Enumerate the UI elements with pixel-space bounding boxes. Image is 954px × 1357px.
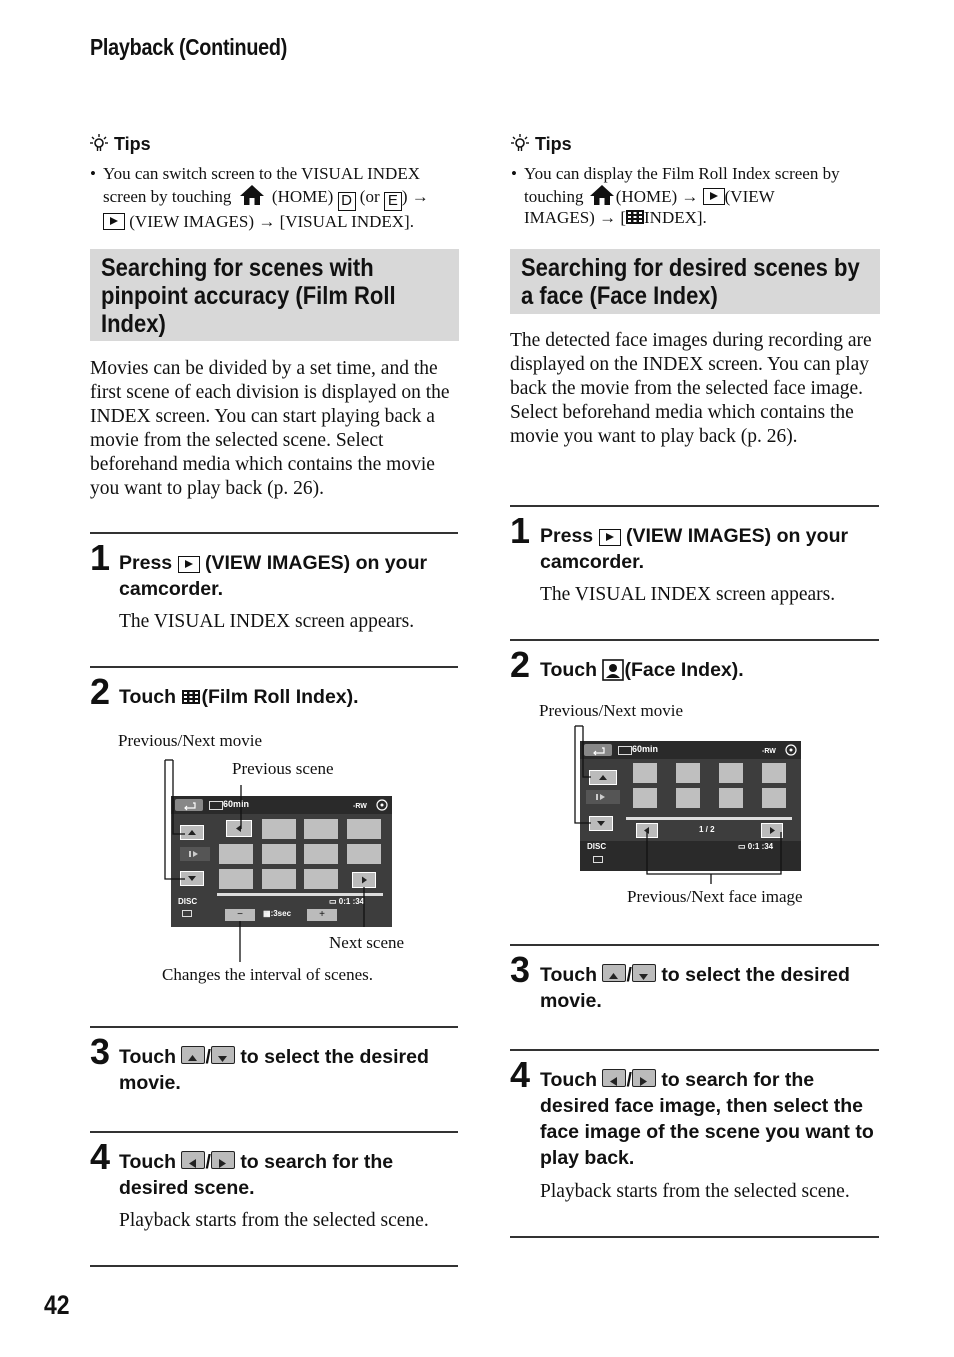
step-description: The VISUAL INDEX screen appears. xyxy=(119,611,415,632)
tips-label: Tips xyxy=(535,134,572,154)
step-text: to search for the desired scene. xyxy=(119,1151,394,1199)
step-text: Press xyxy=(540,525,594,547)
arrow-icon: → xyxy=(681,187,699,206)
divider xyxy=(510,1236,879,1238)
step-4-instruction: Touch / to search for the desired face image, then select the face image of the scene you want to play back. xyxy=(540,1069,874,1169)
step-1-instruction xyxy=(119,550,464,602)
interval-plus-button[interactable]: + xyxy=(307,909,337,921)
film-roll-icon: ▦ xyxy=(263,909,271,918)
step-number: 1 xyxy=(510,510,531,551)
tip-text: INDEX]. xyxy=(644,208,707,227)
step-2-instruction xyxy=(540,657,744,683)
intro-film-roll: Movies can be divided by a set time, and the first scene of each division is displayed on the INDEX screen. You can start playing back a movie from the selected scene. Select beforehand media which contains the movie you want to play back (p. 26). xyxy=(90,358,450,499)
tip-text: (HOME) xyxy=(271,187,334,206)
callout-next-scene: Next scene xyxy=(329,933,405,952)
tip-line: You can switch screen to the VISUAL INDEX xyxy=(103,164,420,183)
arrow-icon: → xyxy=(258,212,276,231)
divider xyxy=(90,666,458,668)
step-number: 3 xyxy=(90,1031,111,1072)
remaining-time: 60min xyxy=(223,799,250,809)
right-button-icon xyxy=(632,1069,656,1087)
callout-prev-next-movie: Previous/Next movie xyxy=(118,731,263,750)
step-1-instruction xyxy=(540,523,885,575)
time-value: 0:1 :34 xyxy=(338,897,365,906)
bullet: • xyxy=(90,164,96,183)
step-description: Playback starts from the selected scene. xyxy=(119,1210,429,1231)
arrow-icon: → xyxy=(411,187,429,206)
view-images-icon xyxy=(599,529,621,546)
tip-line: You can display the Film Roll Index screen by xyxy=(524,164,840,183)
step-3-instruction: Touch / to select the desired movie. xyxy=(540,964,850,1012)
tip-text: [VISUAL INDEX]. xyxy=(279,212,414,231)
tip-line xyxy=(524,184,884,207)
step-number: 1 xyxy=(90,537,111,578)
callout-interval: Changes the interval of scenes. xyxy=(162,965,374,984)
tip-line xyxy=(103,184,463,211)
interval-minus-button[interactable]: − xyxy=(225,909,255,921)
page-number: 42 xyxy=(44,1290,70,1320)
arrow-icon: → xyxy=(599,208,617,227)
intro-face-index: The detected face images during recording are displayed on the INDEX screen. You can play back the movie from the selected face image. Select beforehand media which contains the movie you want to play back (p. 26). xyxy=(510,330,872,447)
step-text: (Face Index). xyxy=(624,659,744,681)
page-indicator: 1 / 2 xyxy=(699,825,715,834)
left-figure-callout-lines xyxy=(160,755,420,970)
left-button-icon xyxy=(181,1151,205,1169)
step-number: 3 xyxy=(510,949,531,990)
home-icon xyxy=(239,184,265,206)
step-number: 4 xyxy=(90,1136,111,1177)
callout-prev-next-face: Previous/Next face image xyxy=(627,887,803,906)
tip-text: ) xyxy=(401,187,408,206)
step-text: (VIEW IMAGES) on your camcorder. xyxy=(540,525,849,573)
letter-d-icon: D xyxy=(338,192,356,211)
bullet: • xyxy=(511,164,517,183)
section-title-text: Searching for scenes with pinpoint accuracy (Film Roll Index) xyxy=(101,254,396,338)
section-title-text: Searching for desired scenes by a face (Face Index) xyxy=(521,254,860,310)
right-button-icon xyxy=(211,1151,235,1169)
step-text: to search for the desired face image, then select the face image of the scene you want to play back. xyxy=(540,1069,874,1169)
tips-heading-right xyxy=(511,133,572,155)
divider xyxy=(90,1026,458,1028)
svg-text:-RW: -RW xyxy=(762,748,776,755)
face-index-icon xyxy=(602,659,624,681)
step-number: 4 xyxy=(510,1054,531,1095)
lightbulb-icon xyxy=(511,133,529,153)
callout-prev-scene: Previous scene xyxy=(232,759,334,778)
svg-text:-RW: -RW xyxy=(353,803,367,810)
up-button-icon xyxy=(181,1046,205,1064)
step-4-instruction: Touch / to search for the desired scene. xyxy=(119,1151,394,1199)
tip-item-left xyxy=(90,163,463,232)
tip-text: (or xyxy=(359,187,380,206)
media-label: DISC xyxy=(178,897,198,906)
divider xyxy=(510,1049,879,1051)
divider xyxy=(510,639,879,641)
tip-text: screen by touching xyxy=(103,187,232,206)
letter-e-icon: E xyxy=(384,192,402,211)
lightbulb-icon xyxy=(90,133,108,153)
step-text: Touch xyxy=(119,1046,177,1068)
section-title-face-index xyxy=(510,249,880,314)
step-number: 2 xyxy=(90,671,111,712)
tip-line xyxy=(524,207,884,228)
step-text: Touch xyxy=(119,686,177,708)
media-label: DISC xyxy=(587,842,607,851)
tip-text: touching xyxy=(524,187,584,206)
step-text: Touch xyxy=(540,1069,598,1091)
tip-text: (VIEW xyxy=(724,187,775,206)
interval-text: :3sec xyxy=(270,909,292,918)
tips-label: Tips xyxy=(114,134,151,154)
film-roll-icon xyxy=(626,209,644,225)
callout-prev-next-movie: Previous/Next movie xyxy=(539,701,684,720)
home-icon xyxy=(589,184,615,206)
left-button-icon xyxy=(602,1069,626,1087)
page-header: Playback (Continued) xyxy=(90,34,288,60)
step-3-instruction: Touch / to select the desired movie. xyxy=(119,1046,429,1094)
down-button-icon xyxy=(632,964,656,982)
time-value: 0:1 :34 xyxy=(747,842,774,851)
step-text: to select the desired movie. xyxy=(119,1046,429,1094)
step-text: (Film Roll Index). xyxy=(201,686,359,708)
view-images-icon xyxy=(703,188,725,205)
step-text: Touch xyxy=(540,964,598,986)
step-text: Press xyxy=(119,552,173,574)
tips-heading-left xyxy=(90,133,151,155)
step-text: to select the desired movie. xyxy=(540,964,850,1012)
tip-text: IMAGES) xyxy=(524,208,595,227)
tip-text: [ xyxy=(620,208,627,227)
step-text: Touch xyxy=(119,1151,177,1173)
divider xyxy=(90,532,458,534)
view-images-icon xyxy=(103,213,125,230)
down-button-icon xyxy=(211,1046,235,1064)
up-button-icon xyxy=(602,964,626,982)
remaining-time: 60min xyxy=(632,744,659,754)
section-title-film-roll xyxy=(90,249,459,341)
tip-text: (HOME) xyxy=(615,187,678,206)
divider xyxy=(510,505,879,507)
step-description: The VISUAL INDEX screen appears. xyxy=(540,584,836,605)
film-icon: ▭ xyxy=(738,842,748,851)
film-icon: ▭ xyxy=(329,897,339,906)
tip-item-right xyxy=(511,163,884,228)
divider xyxy=(90,1131,458,1133)
film-roll-icon xyxy=(181,688,201,706)
step-description: Playback starts from the selected scene. xyxy=(540,1181,850,1202)
step-text: Touch xyxy=(540,659,598,681)
step-text: (VIEW IMAGES) on your camcorder. xyxy=(119,552,428,600)
tip-text: (VIEW IMAGES) xyxy=(129,212,255,231)
step-2-instruction xyxy=(119,684,359,710)
view-images-icon xyxy=(178,556,200,573)
step-number: 2 xyxy=(510,644,531,685)
tip-line xyxy=(103,211,463,232)
divider xyxy=(510,944,879,946)
divider xyxy=(90,1265,458,1267)
right-figure-callout-lines xyxy=(570,724,820,889)
